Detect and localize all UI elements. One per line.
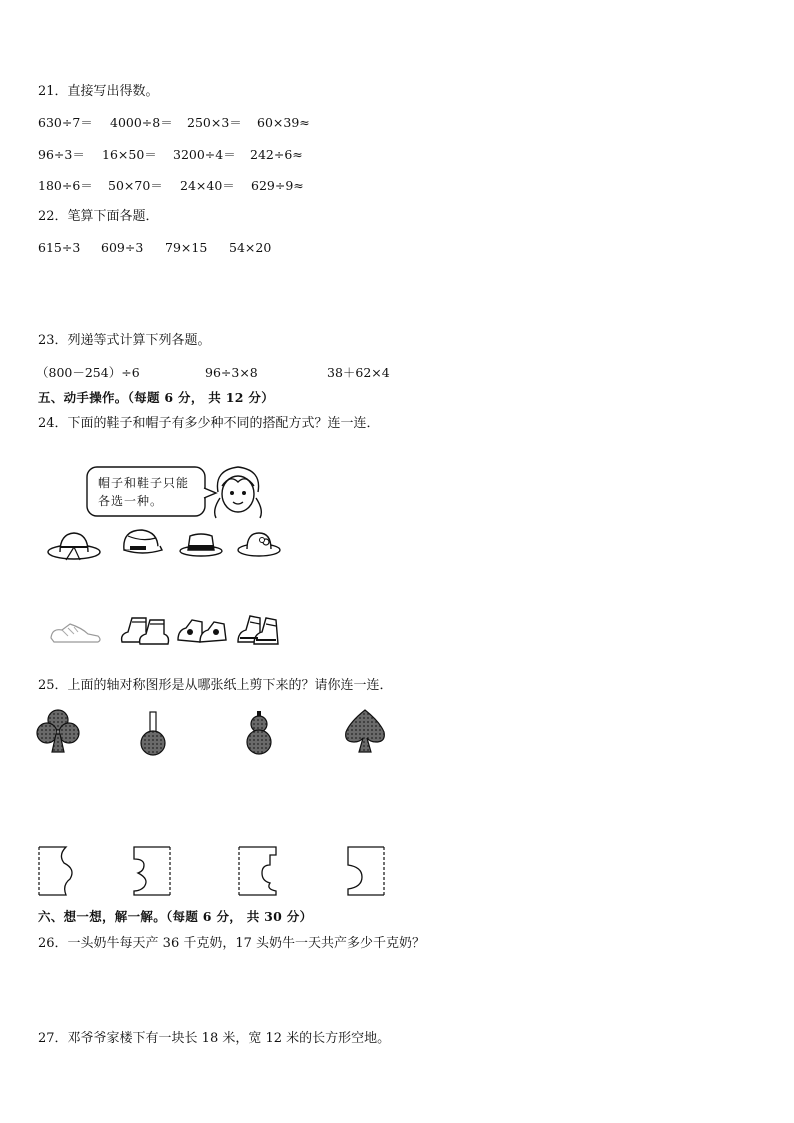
q23-title: 23．列递等式计算下列各题。 bbox=[38, 333, 211, 348]
q23-item-1: （800－254）÷6 bbox=[36, 365, 140, 380]
q21-r1-c2: 4000÷8＝ bbox=[110, 115, 173, 130]
sneakers-icon bbox=[48, 618, 104, 646]
q21-r3-c4: 629÷9≈ bbox=[251, 178, 304, 193]
q22-title: 22．笔算下面各题． bbox=[38, 209, 159, 224]
q21-title: 21．直接写出得数。 bbox=[38, 84, 159, 99]
q21-r1-c4: 60×39≈ bbox=[257, 115, 310, 130]
section5-title: 五、动手操作。（每题 6 分， 共 12 分） bbox=[38, 390, 275, 405]
q26-title: 26．一头奶牛每天产 36 千克奶，17 头奶牛一天共产多少千克奶？ bbox=[38, 936, 426, 951]
q24-title: 24．下面的鞋子和帽子有多少种不同的搭配方式？连一连． bbox=[38, 416, 380, 431]
q22-item-4: 54×20 bbox=[229, 240, 272, 255]
bubble-line-2: 各选一种。 bbox=[98, 494, 164, 508]
cut-paper-4 bbox=[344, 845, 388, 897]
cut-paper-2 bbox=[130, 845, 174, 897]
girl-icon bbox=[212, 462, 264, 522]
flower-hat-icon bbox=[236, 528, 282, 558]
q21-r3-c3: 24×40＝ bbox=[180, 178, 235, 193]
section6-title: 六、想一想，解一解。（每题 6 分， 共 30 分） bbox=[38, 909, 313, 924]
q25-title: 25．上面的轴对称图形是从哪张纸上剪下来的？请你连一连． bbox=[38, 678, 393, 693]
q21-r1-c1: 630÷7＝ bbox=[38, 115, 93, 130]
gourd-shape-icon bbox=[244, 710, 274, 756]
club-shape-icon bbox=[36, 708, 80, 754]
q21-r3-c2: 50×70＝ bbox=[108, 178, 163, 193]
q21-r3-c1: 180÷6＝ bbox=[38, 178, 93, 193]
fedora-hat-icon bbox=[178, 530, 224, 558]
bubble-line-1: 帽子和鞋子只能 bbox=[98, 476, 190, 490]
q21-r2-c4: 242÷6≈ bbox=[250, 147, 303, 162]
q23-item-2: 96÷3×8 bbox=[205, 365, 258, 380]
q21-r1-c3: 250×3＝ bbox=[187, 115, 242, 130]
q22-item-1: 615÷3 bbox=[38, 240, 81, 255]
q22-item-3: 79×15 bbox=[165, 240, 208, 255]
cut-paper-3 bbox=[236, 845, 280, 897]
wide-brim-hat-icon bbox=[46, 528, 102, 562]
sport-shoes-icon bbox=[176, 614, 228, 646]
spade-shape-icon bbox=[342, 708, 388, 754]
q22-item-2: 609÷3 bbox=[101, 240, 144, 255]
cap-icon bbox=[118, 526, 164, 560]
high-top-shoes-icon bbox=[236, 612, 280, 648]
q21-r2-c1: 96÷3＝ bbox=[38, 147, 85, 162]
q21-r2-c2: 16×50＝ bbox=[102, 147, 157, 162]
q23-item-3: 38＋62×4 bbox=[327, 365, 390, 380]
q27-title: 27．邓爷爷家楼下有一块长 18 米，宽 12 米的长方形空地。 bbox=[38, 1031, 391, 1046]
boots-icon bbox=[118, 612, 170, 648]
q21-r2-c3: 3200÷4＝ bbox=[173, 147, 236, 162]
ladle-shape-icon bbox=[139, 710, 167, 756]
cut-paper-1 bbox=[36, 845, 78, 897]
